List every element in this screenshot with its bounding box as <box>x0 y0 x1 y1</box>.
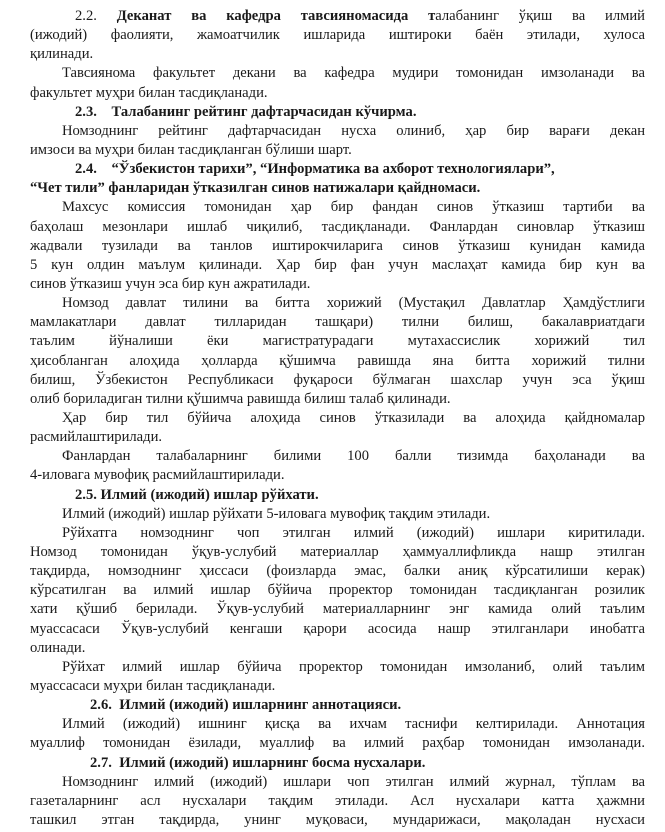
section-2-6-heading: 2.6. Илмий (ижодий) ишларнинг аннотацияси. <box>90 697 402 713</box>
paragraph-line: таълим йўналиши ёки магистратурадаги мутахассислик хорижий тил <box>30 333 645 349</box>
paragraph-line: олинади. <box>30 640 86 656</box>
paragraph-line: тақдирда, номзоднинг ҳиссаси (фоизларда эмас, балки аниқ кўрсатилиши керак) <box>30 563 645 579</box>
paragraph-line: муаллиф томонидан ёзилади, муаллиф ва илмий раҳбар томонидан имзоланади. <box>30 735 645 751</box>
paragraph-line: Фанлардан талабаларнинг билими 100 балли тизимда баҳоланади ва <box>62 448 645 464</box>
paragraph-line: билиш, Ўзбекистон Республикаси фуқароси бўлмаган шахслар учун эса ўқиш <box>30 372 645 388</box>
paragraph-line: мамлакатлари давлат тилларидан ташқари) тилни билиш, бакалавриатдаги <box>30 314 645 330</box>
paragraph-line: Ҳар бир тил бўйича алоҳида синов ўтказилади ва алоҳида қайдномалар <box>62 410 645 426</box>
section-2-3-heading: 2.3. Талабанинг рейтинг дафтарчасидан кўчирма. <box>75 104 417 120</box>
paragraph-line: муассасаси муҳри билан тасдиқланади. <box>30 678 276 694</box>
paragraph-line: Номзод томонидан ўқув-услубий материаллар ҳаммуаллифликда нашр этилган <box>30 544 645 560</box>
paragraph-line: факультет муҳри билан тасдиқланади. <box>30 85 268 101</box>
section-title: Деканат ва кафедра тавсияномасида т <box>116 8 436 24</box>
paragraph-line: 5 кун олдин маълум қилинади. Ҳар бир фан учун маслаҳат камида бир кун ва <box>30 257 645 273</box>
section-2-7-heading: 2.7. Илмий (ижодий) ишларнинг босма нусхалари. <box>90 755 426 771</box>
paragraph-line: синов ўтказиш учун эса бир кун ажратилади. <box>30 276 311 292</box>
paragraph-line: жадвали тузилади ва танлов иштирокчиларига синов ўтказиш кунидан камида <box>30 238 645 254</box>
paragraph-line: Тавсиянома факультет декани ва кафедра мудири томонидан имзоланади ва <box>62 65 645 81</box>
section-2-4-heading: 2.4. “Ўзбекистон тарихи”, “Информатика ва ахборот технологиялари”, <box>75 161 555 177</box>
paragraph-line: газеталарнинг асл нусхалари тақдим этилади. Асл нусхалари катта ҳажмни <box>30 793 645 809</box>
paragraph-line: Номзоднинг рейтинг дафтарчасидан нусха олиниб, ҳар бир варағи декан <box>62 123 645 139</box>
paragraph-line: Рўйхат илмий ишлар бўйича проректор томонидан имзоланиб, олий таълим <box>62 659 645 675</box>
paragraph-line: (ижодий) фаолияти, жамоатчилик ишларида иштироки баён этилади, хулоса <box>30 27 645 43</box>
paragraph-line: баҳолаш мезонлари ишлаб чиқилиб, тасдиқланади. Фанлардан синовлар ўтказиш <box>30 219 645 235</box>
paragraph-line: Рўйхатга номзоднинг чоп этилган илмий (ижодий) ишлари киритилади. <box>62 525 645 541</box>
section-2-5-heading: 2.5. Илмий (ижодий) ишлар рўйхати. <box>75 487 319 503</box>
paragraph-line: кўрсатилган ва илмий ишлар бўйича проректор томонидан тасдиқланган розилик <box>30 582 645 598</box>
section-2-2-heading-line <box>75 8 645 25</box>
paragraph-line: Номзод давлат тилини ва битта хорижий (Мустақил Давлатлар Ҳамдўстлиги <box>62 295 645 311</box>
paragraph-line: Илмий (ижодий) ишнинг қисқа ва ихчам таснифи келтирилади. Аннотация <box>62 716 645 732</box>
paragraph-line: муассасаси Ўқув-услубий кенгаши қарори асосида нашр этилганлари инобатга <box>30 621 645 637</box>
paragraph-line: қилинади. <box>30 46 94 62</box>
paragraph-line: олиб бориладиган тилни қўшимча равишда билиш талаб қилинади. <box>30 391 451 407</box>
paragraph-text: алабанинг ўқиш ва илмий <box>435 8 645 24</box>
paragraph-line: ҳисобланган алоҳида ҳолларда қўшимча равишда яна битта хорижий тилни <box>30 353 645 369</box>
section-number: 2.2. <box>75 8 117 24</box>
paragraph-line: Махсус комиссия томонидан ҳар бир фандан синов ўтказиш тартиби ва <box>62 199 645 215</box>
paragraph-line: хати қўшиб берилади. Ўқув-услубий материалларнинг энг камида олий таълим <box>30 601 645 617</box>
section-2-4-heading-cont: “Чет тили” фанларидан ўтказилган синов натижалари қайдномаси. <box>30 180 481 196</box>
paragraph-line: Номзоднинг илмий (ижодий) ишлари чоп этилган илмий журнал, тўплам ва <box>62 774 645 790</box>
paragraph-line: расмийлаштирилади. <box>30 429 163 445</box>
paragraph-line: 4-иловага мувофиқ расмийлаштирилади. <box>30 467 285 483</box>
paragraph-line: имзоси ва муҳри билан тасдиқланган бўлиши шарт. <box>30 142 352 158</box>
paragraph-line: ташкил этган тақдирда, унинг муқоваси, мундарижаси, мақоладан нусхаси <box>30 812 645 828</box>
paragraph-line: Илмий (ижодий) ишлар рўйхати 5-иловага мувофиқ тақдим этилади. <box>62 506 491 522</box>
